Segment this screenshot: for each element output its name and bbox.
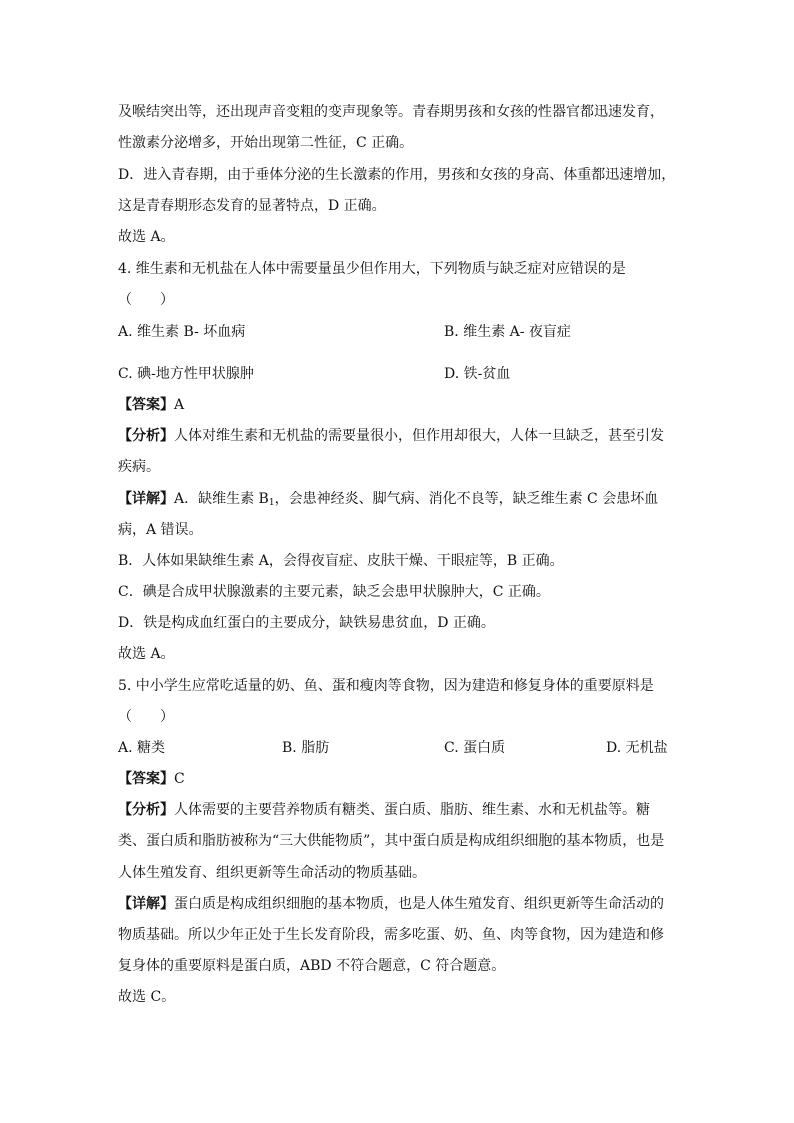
option-a: A. 维生素 B- 坏血病 bbox=[118, 324, 246, 340]
analysis-line: 【分析】人体需要的主要营养物质有糖类、蛋白质、脂肪、维生素、水和无机盐等。糖 bbox=[118, 802, 650, 818]
option-c: C. 碘-地方性甲状腺肿 bbox=[118, 366, 254, 382]
text-line: 性激素分泌增多，开始出现第二性征，C 正确。 bbox=[118, 135, 414, 151]
text-line: C．碘是合成甲状腺激素的主要元素，缺乏会患甲状腺肿大，C 正确。 bbox=[118, 584, 550, 600]
analysis-label: 【分析】 bbox=[118, 802, 174, 818]
text-line: 人体生殖发育、组织更新等生命活动的物质基础。 bbox=[118, 865, 426, 881]
text-line: B．人体如果缺维生素 A，会得夜盲症、皮肤干燥、干眼症等，B 正确。 bbox=[118, 553, 564, 569]
text-line: D．进入青春期，由于垂体分泌的生长激素的作用，男孩和女孩的身高、体重都迅速增加， bbox=[118, 167, 676, 183]
answer-label: 【答案】 bbox=[118, 397, 174, 413]
option-b: B. 维生素 A- 夜盲症 bbox=[444, 324, 571, 340]
answer-blank: （ ） bbox=[118, 709, 174, 725]
text-line: 复身体的重要原料是蛋白质，ABD 不符合题意，C 符合题意。 bbox=[118, 958, 506, 974]
option-a: A. 糖类 bbox=[118, 740, 166, 756]
option-d: D. 铁-贫血 bbox=[444, 366, 511, 382]
question-4-stem: 4. 维生素和无机盐在人体中需要量虽少但作用大，下列物质与缺乏症对应错误的是 bbox=[118, 261, 626, 277]
answer-blank: （ ） bbox=[118, 292, 174, 308]
text-line: 故选 C。 bbox=[118, 989, 176, 1005]
text-line: 物质基础。所以少年正处于生长发育阶段，需多吃蛋、奶、鱼、肉等食物，因为建造和修 bbox=[118, 927, 664, 943]
text-line: 类、蛋白质和脂肪被称为“三大供能物质”，其中蛋白质是构成组织细胞的基本物质，也是 bbox=[118, 833, 665, 849]
detail-line: 【详解】蛋白质是构成组织细胞的基本物质，也是人体生殖发育、组织更新等生命活动的 bbox=[118, 896, 664, 912]
detail-line: 【详解】A．缺维生素 $B_1$，会患神经炎、脚气病、消化不良等，缺乏维生素 C 会患坏血 bbox=[118, 491, 659, 508]
answer-value: C bbox=[174, 771, 185, 787]
option-b: B. 脂肪 bbox=[282, 740, 330, 756]
text-line: 及喉结突出等，还出现声音变粗的变声现象等。青春期男孩和女孩的性器官都迅速发育， bbox=[118, 104, 664, 120]
detail-label: 【详解】 bbox=[118, 491, 174, 507]
option-d: D. 无机盐 bbox=[606, 740, 668, 756]
answer-line bbox=[118, 769, 185, 789]
text-line: 疾病。 bbox=[118, 459, 160, 475]
text-line: 故选 A。 bbox=[118, 646, 175, 662]
answer-line bbox=[118, 395, 184, 415]
analysis-line: 【分析】人体对维生素和无机盐的需要量很小，但作用却很大，人体一旦缺乏，甚至引发 bbox=[118, 428, 664, 444]
analysis-label: 【分析】 bbox=[118, 428, 174, 444]
answer-value: A bbox=[174, 397, 185, 413]
detail-label: 【详解】 bbox=[118, 896, 174, 912]
text-line: 这是青春期形态发育的显著特点，D 正确。 bbox=[118, 198, 386, 214]
answer-label: 【答案】 bbox=[118, 771, 174, 787]
text-line: D．铁是构成血红蛋白的主要成分，缺铁易患贫血，D 正确。 bbox=[118, 615, 495, 631]
text-line: 病，A 错误。 bbox=[118, 522, 203, 538]
question-5-stem: 5. 中小学生应常吃适量的奶、鱼、蛋和瘦肉等食物，因为建造和修复身体的重要原料是 bbox=[118, 678, 654, 694]
option-c: C. 蛋白质 bbox=[444, 740, 506, 756]
text-line: 故选 A。 bbox=[118, 229, 175, 245]
